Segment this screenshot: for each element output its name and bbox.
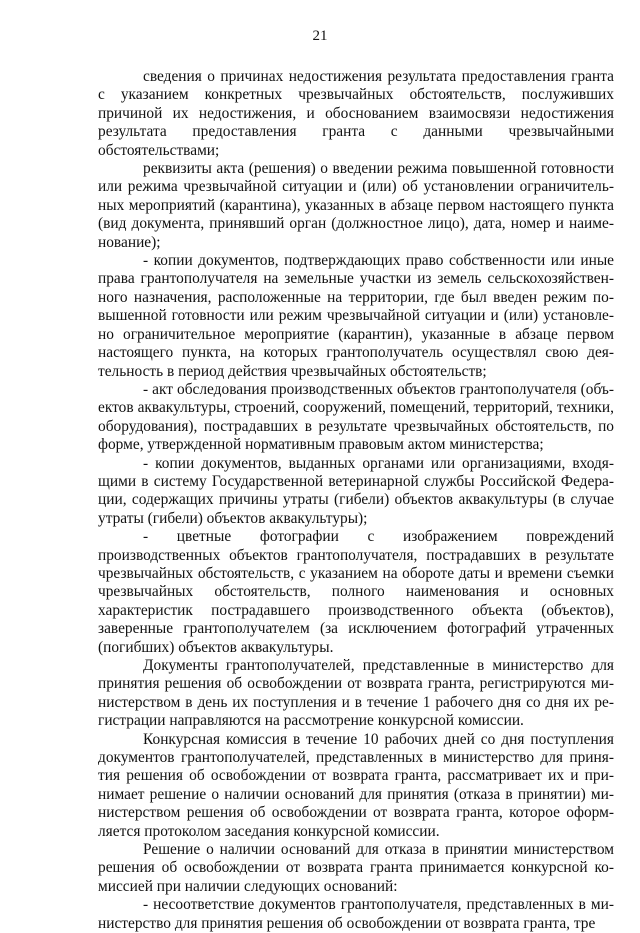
paragraph-noncompliance: - несоответствие документов грантополучателя, представленных в министерство для принятия решения об освобождении от возврата гранта, тре	[98, 896, 614, 932]
paragraph-inspection-act: - акт обследования производственных объектов грантополучателя (объектов аквакультуры, строений, сооружений, помещений, территорий, техники, оборудования), пострадавших в результате чрезвычайных обстоятельств, по форме, утвержденной нормативным правовым актом министерства;	[98, 380, 614, 454]
paragraph-refusal-grounds: Решение о наличии оснований для отказа в принятии министерством решения об освобождении от возврата гранта принимается конкурсной комиссией при наличии следующих оснований:	[98, 841, 614, 895]
paragraph-color-photographs: - цветные фотографии с изображением повреждений производственных объектов грантополучателя, пострадавших в результате чрезвычайных обстоятельств, с указанием на обороте даты и времени съемки чрезвычайных обстоятельств, полного наименования и основных характеристик пострадавшего производственного объекта (объектов), заверенные грантополучателем (за исключением фотографий утраченных (погибших) объектов аквакультуры.	[98, 528, 614, 656]
paragraph-veterinary-documents: - копии документов, выданных органами или организациями, входящими в систему Государственной ветеринарной службы Российской Федерации, содержащих причины утраты (гибели) объектов аквакультуры (в случае утраты (гибели) объектов аквакультуры);	[98, 454, 614, 527]
page-number: 21	[312, 28, 328, 44]
paragraph-commission-review: Конкурсная комиссия в течение 10 рабочих дней со дня поступления документов грантополучателей, представленных в министерство для принятия решения об освобождении от возврата гранта, рассматривает их и принимает решение о наличии оснований для принятия (отказа в принятии) министерством решения об освобождении от возврата гранта, которое оформляется протоколом заседания конкурсной комиссии.	[98, 730, 614, 840]
paragraph-act-details: реквизиты акта (решения) о введении режима повышенной готовности или режима чрезвычайной ситуации и (или) об установлении ограничительных мероприятий (карантина), указанных в абзаце первом настоящего пункта (вид документа, принявший орган (должностное лицо), дата, номер и наименование);	[98, 160, 614, 251]
paragraph-land-rights-copies: - копии документов, подтверждающих право собственности или иные права грантополучателя на земельные участки из земель сельскохозяйственного назначения, расположенные на территории, где был введен режим повышенной готовности или режим чрезвычайной ситуации и (или) установлено ограничительное мероприятие (карантин), указанные в абзаце первом настоящего пункта, на которых грантополучатель осуществлял свою деятельность в период действия чрезвычайных обстоятельств;	[98, 252, 614, 380]
paragraph-failure-reasons: сведения о причинах недостижения результата предоставления гранта с указанием конкретных чрезвычайных обстоятельств, послуживших причиной их недостижения, и обоснованием взаимосвязи недостижения результата предоставления гранта с данными чрезвычайными обстоятельствами;	[98, 68, 614, 159]
paragraph-document-registration: Документы грантополучателей, представленные в министерство для принятия решения об освобождении от возврата гранта, регистрируются министерством в день их поступления и в течение 1 рабочего дня со дня их регистрации направляются на рассмотрение конкурсной комиссии.	[98, 657, 614, 730]
document-body	[98, 68, 614, 933]
